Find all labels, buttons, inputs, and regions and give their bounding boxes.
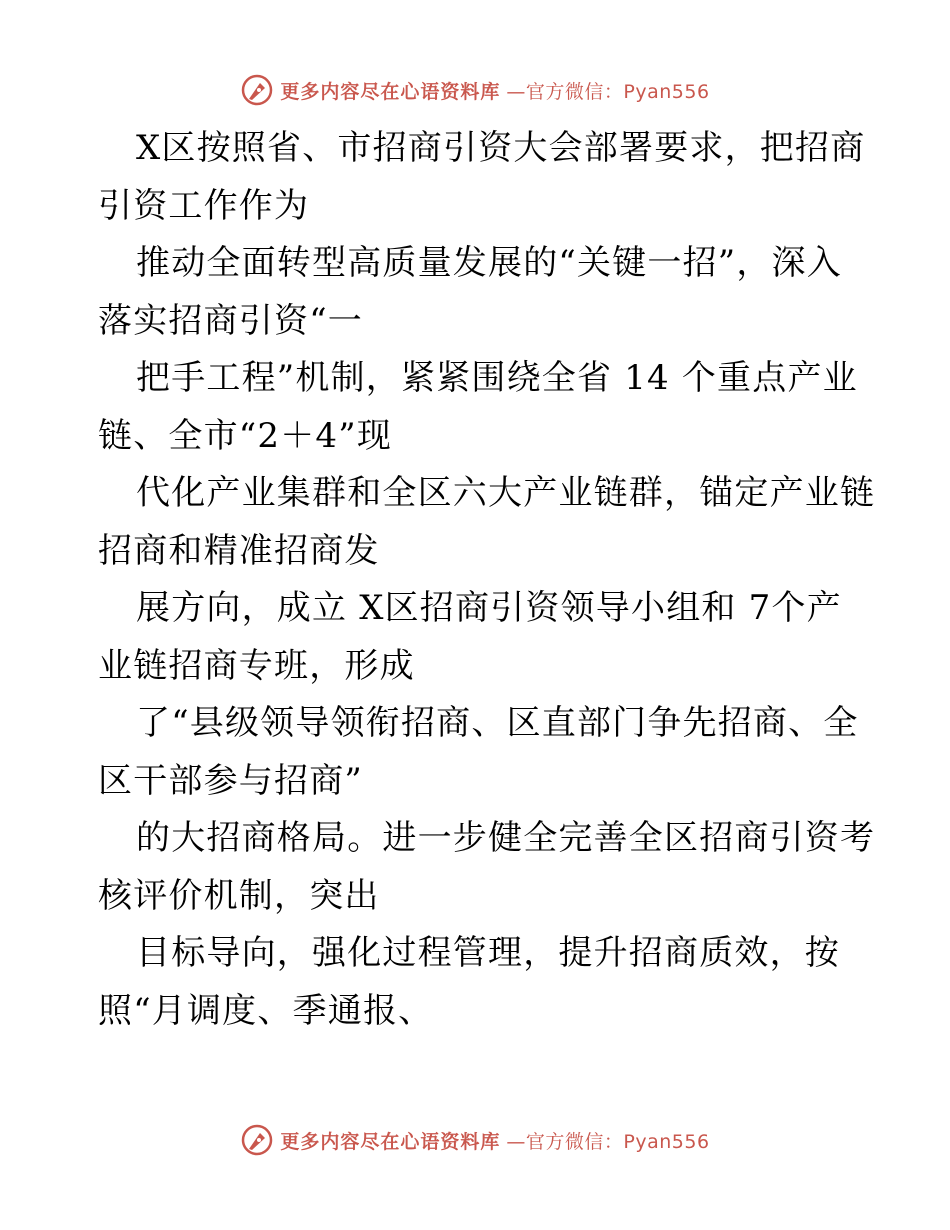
watermark-text: 更多内容尽在心语资料库: [280, 80, 501, 103]
header-watermark: [0, 70, 950, 110]
pen-nib-logo-icon: [240, 73, 274, 107]
body-line: 招商和精准招商发: [98, 530, 380, 571]
body-line: 目标导向，强化过程管理，提升招商质效，按: [136, 933, 840, 973]
body-line: 代化产业集群和全区六大产业链群，锚定产业链: [136, 473, 876, 513]
body-line: 展方向，成立 X区招商引资领导小组和 7个产: [136, 588, 842, 628]
watermark-text: 更多内容尽在心语资料库: [280, 1130, 501, 1153]
pen-nib-logo-icon: [240, 1123, 274, 1157]
document-body: [98, 120, 876, 1040]
body-line: 推动全面转型高质量发展的“关键一招”，深入: [136, 243, 842, 283]
body-line: 业链招商专班，形成: [98, 645, 415, 686]
watermark-suffix: —官方微信：Pyan556: [506, 1130, 710, 1153]
body-line: 区干部参与招商”: [98, 760, 363, 801]
body-line: 了“县级领导领衔招商、区直部门争先招商、全: [136, 703, 859, 743]
body-line: 链、全市“2＋4”现: [98, 415, 393, 456]
body-line: 核评价机制，突出: [98, 875, 380, 916]
body-line: 引资工作作为: [98, 185, 310, 226]
footer-watermark: [0, 1120, 950, 1160]
watermark-suffix: —官方微信：Pyan556: [506, 80, 710, 103]
body-line: 落实招商引资“一: [98, 300, 363, 341]
body-line: 把手工程”机制，紧紧围绕全省 14 个重点产业: [136, 358, 858, 398]
body-line: 的大招商格局。进一步健全完善全区招商引资考: [136, 818, 876, 858]
body-line: X区按照省、市招商引资大会部署要求，把招商: [136, 128, 866, 168]
body-line: 照“月调度、季通报、: [98, 990, 434, 1031]
